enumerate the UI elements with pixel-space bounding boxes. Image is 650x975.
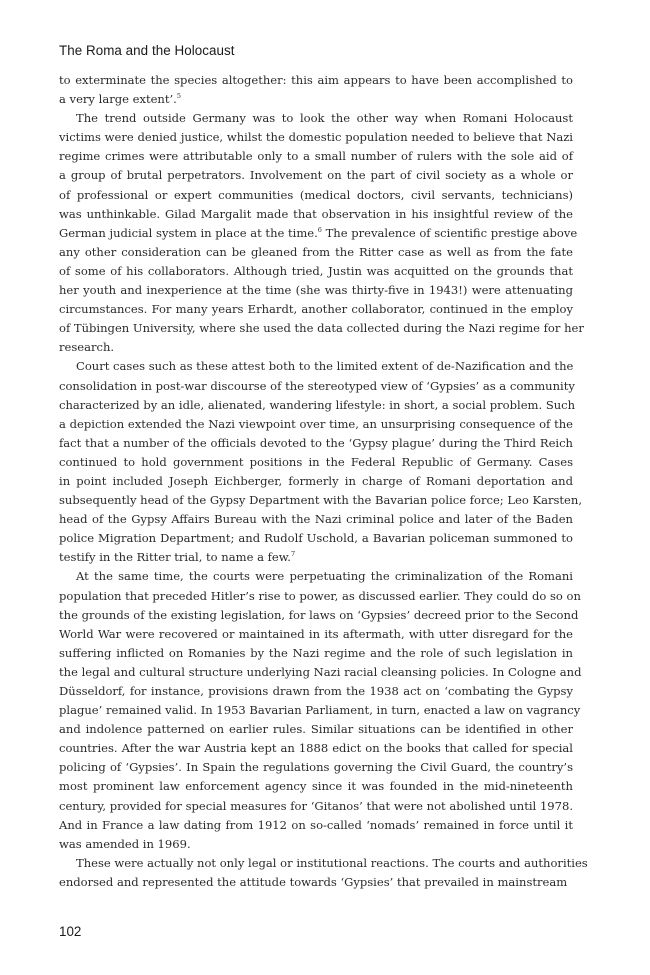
text-line	[59, 109, 573, 128]
line-text: her youth and inexperience at the time (she was thirty-five in 1943!) were attenuating	[59, 283, 573, 298]
line-text: policing of ‘Gypsies’. In Spain the regulations governing the Civil Guard, the country’s	[59, 760, 573, 775]
text-line	[59, 701, 581, 720]
text-line	[59, 243, 573, 262]
text-line	[59, 415, 573, 434]
line-text: the grounds of the existing legislation, for laws on ‘Gypsies’ decreed prior to the Second	[59, 607, 579, 622]
line-text: was unthinkable. Gilad Margalit made that observation in his insightful review of the	[59, 206, 573, 221]
footnote-marker: 7	[290, 550, 296, 559]
line-text: any other consideration can be gleaned from the Ritter case as well as from the fate	[59, 244, 573, 259]
paragraph	[59, 854, 588, 892]
line-text: was amended in 1969.	[59, 836, 191, 851]
running-head: The Roma and the Holocaust	[59, 43, 235, 58]
line-text: characterized by an idle, alienated, wandering lifestyle: in short, a social problem. Such	[59, 397, 576, 412]
line-text: a depiction extended the Nazi viewpoint over time, an unsurprising consequence of the	[59, 416, 573, 431]
text-line	[59, 71, 573, 90]
line-text: countries. After the war Austria kept an 1888 edict on the books that called for special	[59, 741, 573, 756]
text-line	[59, 453, 573, 472]
text-line	[59, 491, 582, 510]
text-line	[59, 186, 573, 205]
text-line	[59, 720, 573, 739]
text-line	[59, 281, 573, 300]
text-line	[59, 300, 573, 319]
line-text: continued to hold government positions in the Federal Republic of Germany. Cases	[59, 454, 573, 469]
line-text: population that preceded Hitler’s rise to power, as discussed earlier. They could do so on	[59, 588, 581, 603]
paragraph	[59, 109, 584, 357]
line-text: World War were recovered or maintained in its aftermath, with utter disregard for the	[59, 626, 573, 641]
line-text: plague’ remained valid. In 1953 Bavarian Parliament, in turn, enacted a law on vagrancy	[59, 703, 581, 718]
line-text: German judicial system in place at the time.	[59, 225, 318, 240]
line-text: victims were denied justice, whilst the domestic population needed to believe that Nazi	[59, 130, 573, 145]
paragraph	[59, 357, 582, 567]
line-text: century, provided for special measures for ‘Gitanos’ that were not abolished until 1978.	[59, 798, 573, 813]
text-line	[59, 816, 573, 835]
text-line	[59, 128, 573, 147]
line-text: suffering inflicted on Romanies by the Nazi regime and the role of such legislation in	[59, 645, 573, 660]
text-line	[59, 854, 588, 873]
line-text: At the same time, the courts were perpetuating the criminalization of the Romani	[76, 569, 573, 584]
text-line	[59, 758, 573, 777]
line-text: a very large extent’.	[59, 92, 177, 107]
line-text: and indolence patterned on earlier rules. Similar situations can be identified in other	[59, 722, 573, 737]
text-line	[59, 529, 573, 548]
text-line	[59, 357, 573, 376]
line-text: police Migration Department; and Rudolf Uschold, a Bavarian policeman summoned to	[59, 531, 573, 546]
text-line	[59, 224, 578, 243]
text-line	[59, 396, 576, 415]
line-text: regime crimes were attributable only to a small number of rulers with the sole aid of	[59, 149, 573, 164]
text-line	[59, 472, 573, 491]
line-text: These were actually not only legal or institutional reactions. The courts and authorities	[76, 855, 588, 870]
text-line	[59, 835, 573, 854]
line-text: The trend outside Germany was to look the other way when Romani Holocaust	[76, 111, 573, 126]
line-text: endorsed and represented the attitude towards ‘Gypsies’ that prevailed in mainstream	[59, 874, 568, 889]
line-text: most prominent law enforcement agency since it was founded in the mid-nineteenth	[59, 779, 573, 794]
text-line	[59, 663, 582, 682]
line-text: of some of his collaborators. Although tried, Justin was acquitted on the grounds that	[59, 263, 573, 278]
line-text: subsequently head of the Gypsy Department with the Bavarian police force; Leo Karsten,	[59, 493, 582, 508]
line-text: research.	[59, 340, 115, 355]
footnote-marker: 6	[317, 225, 322, 234]
line-text: in point included Joseph Eichberger, formerly in charge of Romani deportation and	[59, 473, 573, 488]
paragraph	[59, 71, 573, 109]
line-text: of Tübingen University, where she used the data collected during the Nazi regime for her	[59, 321, 584, 336]
line-text: of professional or expert communities (medical doctors, civil servants, technicians)	[59, 187, 573, 202]
line-text: circumstances. For many years Erhardt, another collaborator, continued in the employ	[59, 302, 573, 317]
line-text: head of the Gypsy Affairs Bureau with the Nazi criminal police and later of the Baden	[59, 512, 573, 527]
text-line	[59, 567, 573, 586]
text-line	[59, 434, 573, 453]
text-line	[59, 682, 573, 701]
text-line	[59, 147, 573, 166]
page-number: 102	[59, 924, 82, 939]
line-text: And in France a law dating from 1912 on so-called ‘nomads’ remained in force until it	[59, 817, 573, 832]
text-line	[59, 338, 573, 357]
text-line	[59, 510, 573, 529]
text-line	[59, 606, 579, 625]
text-line	[59, 90, 573, 109]
footnote-marker: 5	[176, 92, 181, 101]
text-line	[59, 319, 584, 338]
text-line	[59, 262, 573, 281]
line-text: a group of brutal perpetrators. Involvement on the part of civil society as a whole or	[59, 168, 573, 183]
line-text: the legal and cultural structure underlying Nazi racial cleansing policies. In Cologne and	[59, 664, 582, 679]
text-line	[59, 166, 573, 185]
body-text	[59, 71, 588, 892]
line-text: consolidation in post-war discourse of the stereotyped view of ‘Gypsies’ as a community	[59, 378, 575, 393]
text-line	[59, 205, 573, 224]
text-line	[59, 625, 573, 644]
text-line	[59, 377, 573, 396]
text-line	[59, 797, 573, 816]
line-text-continued: The prevalence of scientific prestige above	[321, 225, 578, 240]
line-text: fact that a number of the officials devoted to the ‘Gypsy plague’ during the Third Reich	[59, 435, 573, 450]
text-line	[59, 777, 573, 796]
line-text: Düsseldorf, for instance, provisions drawn from the 1938 act on ‘combating the Gypsy	[59, 684, 573, 698]
text-line	[59, 587, 581, 606]
line-text: to exterminate the species altogether: this aim appears to have been accomplished to	[59, 73, 573, 87]
text-line	[59, 739, 573, 758]
line-text: testify in the Ritter trial, to name a few.	[59, 550, 291, 565]
line-text: Court cases such as these attest both to the limited extent of de-Nazification and the	[76, 359, 574, 374]
text-line	[59, 873, 573, 892]
text-line	[59, 548, 573, 567]
paragraph	[59, 567, 582, 853]
text-line	[59, 644, 573, 663]
